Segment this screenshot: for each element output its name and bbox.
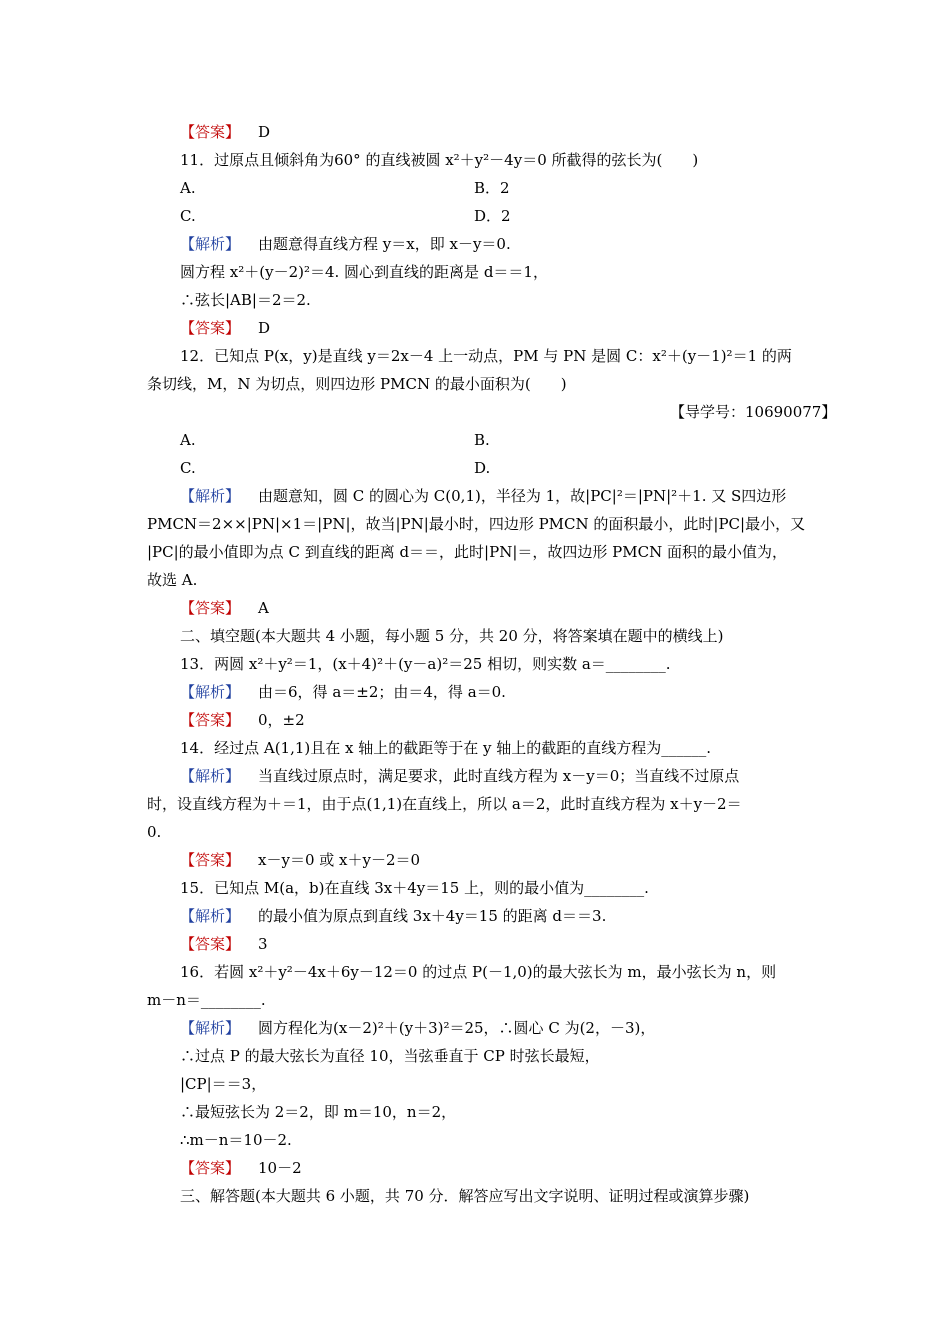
answer-line: 【答案】 3: [180, 935, 268, 953]
section-heading: 三、解答题(本大题共 6 小题，共 70 分．解答应写出文字说明、证明过程或演算步骤): [180, 1187, 750, 1205]
analysis-tag: 【解析】: [180, 907, 241, 925]
question-11: 11．过原点且倾斜角为60° 的直线被圆 x²＋y²－4y＝0 所截得的弦长为( ): [180, 151, 699, 169]
option-a: A.: [180, 431, 196, 449]
analysis-tag: 【解析】: [180, 1019, 241, 1037]
analysis-line: 【解析】 当直线过原点时，满足要求，此时直线方程为 x－y＝0；当直线不过原点: [180, 767, 740, 785]
text-line: |CP|＝＝3，: [180, 1075, 267, 1093]
analysis-tag: 【解析】: [180, 683, 241, 701]
answer-tag: 【答案】: [180, 711, 241, 729]
option-c: C.: [180, 207, 196, 225]
answer-tag: 【答案】: [180, 123, 241, 141]
option-c: C.: [180, 459, 196, 477]
analysis-tag: 【解析】: [180, 767, 241, 785]
text-line: ∴弦长|AB|＝2＝2.: [180, 291, 311, 309]
text-line: PMCN＝2××|PN|×1＝|PN|，故当|PN|最小时，四边形 PMCN 的面积最小，此时|PC|最小，又: [147, 515, 806, 533]
analysis-line: 【解析】 由＝6，得 a＝±2；由＝4，得 a＝0.: [180, 683, 506, 701]
answer-line: 【答案】 0，±2: [180, 711, 305, 729]
analysis-line: 【解析】 由题意得直线方程 y＝x，即 x－y＝0.: [180, 235, 511, 253]
question-15: 15．已知点 M(a，b)在直线 3x＋4y＝15 上，则的最小值为________.: [180, 879, 649, 897]
analysis-line: 【解析】 的最小值为原点到直线 3x＋4y＝15 的距离 d＝＝3.: [180, 907, 607, 925]
option-b: B.: [474, 431, 490, 449]
answer-tag: 【答案】: [180, 599, 241, 617]
answer-tag: 【答案】: [180, 319, 241, 337]
text-line: 时，设直线方程为＋＝1，由于点(1,1)在直线上，所以 a＝2，此时直线方程为 x＋y－2＝: [147, 795, 742, 813]
question-13: 13．两圆 x²＋y²＝1，(x＋4)²＋(y－a)²＝25 相切，则实数 a＝________.: [180, 655, 671, 673]
question-12: 12．已知点 P(x，y)是直线 y＝2x－4 上一动点，PM 与 PN 是圆 C：x²＋(y－1)²＝1 的两: [180, 347, 792, 365]
answer-tag: 【答案】: [180, 935, 241, 953]
analysis-line: 【解析】 由题意知，圆 C 的圆心为 C(0,1)，半径为 1，故|PC|²＝|PN|²＋1. 又 S四边形: [180, 487, 787, 505]
option-b: B．2: [474, 179, 510, 197]
text-line: 圆方程 x²＋(y－2)²＝4. 圆心到直线的距离是 d＝＝1，: [180, 263, 548, 281]
text-line: 0.: [147, 823, 162, 841]
text-line: 条切线，M，N 为切点，则四边形 PMCN 的最小面积为( ): [147, 375, 567, 393]
option-d: D．2: [474, 207, 511, 225]
answer-line: 【答案】 D: [180, 123, 271, 141]
text-line: 故选 A.: [147, 571, 198, 589]
text-line: ∴最短弦长为 2＝2，即 m＝10，n＝2，: [180, 1103, 457, 1121]
answer-tag: 【答案】: [180, 1159, 241, 1177]
option-a: A.: [180, 179, 196, 197]
answer-line: 【答案】 x－y＝0 或 x＋y－2＝0: [180, 851, 421, 869]
text-line: ∴m－n＝10－2.: [180, 1131, 292, 1149]
analysis-tag: 【解析】: [180, 235, 241, 253]
section-heading: 二、填空题(本大题共 4 小题，每小题 5 分，共 20 分，将答案填在题中的横线上): [180, 627, 724, 645]
answer-tag: 【答案】: [180, 851, 241, 869]
text-line: |PC|的最小值即为点 C 到直线的距离 d＝＝，此时|PN|＝，故四边形 PMCN 面积的最小值为，: [147, 543, 787, 561]
option-d: D.: [474, 459, 491, 477]
answer-line: 【答案】 D: [180, 319, 271, 337]
analysis-tag: 【解析】: [180, 487, 241, 505]
text-line: ∴过点 P 的最大弦长为直径 10，当弦垂直于 CP 时弦长最短，: [180, 1047, 600, 1065]
question-14: 14．经过点 A(1,1)且在 x 轴上的截距等于在 y 轴上的截距的直线方程为______.: [180, 739, 712, 757]
analysis-line: 【解析】 圆方程化为(x－2)²＋(y＋3)²＝25，∴圆心 C 为(2，－3)，: [180, 1019, 656, 1037]
guide-number: 【导学号：10690077】: [670, 403, 837, 421]
answer-line: 【答案】 10－2: [180, 1159, 302, 1177]
answer-line: 【答案】 A: [180, 599, 269, 617]
text-line: m－n＝________.: [147, 991, 266, 1009]
question-16: 16．若圆 x²＋y²－4x＋6y－12＝0 的过点 P(－1,0)的最大弦长为 m，最小弦长为 n，则: [180, 963, 777, 981]
